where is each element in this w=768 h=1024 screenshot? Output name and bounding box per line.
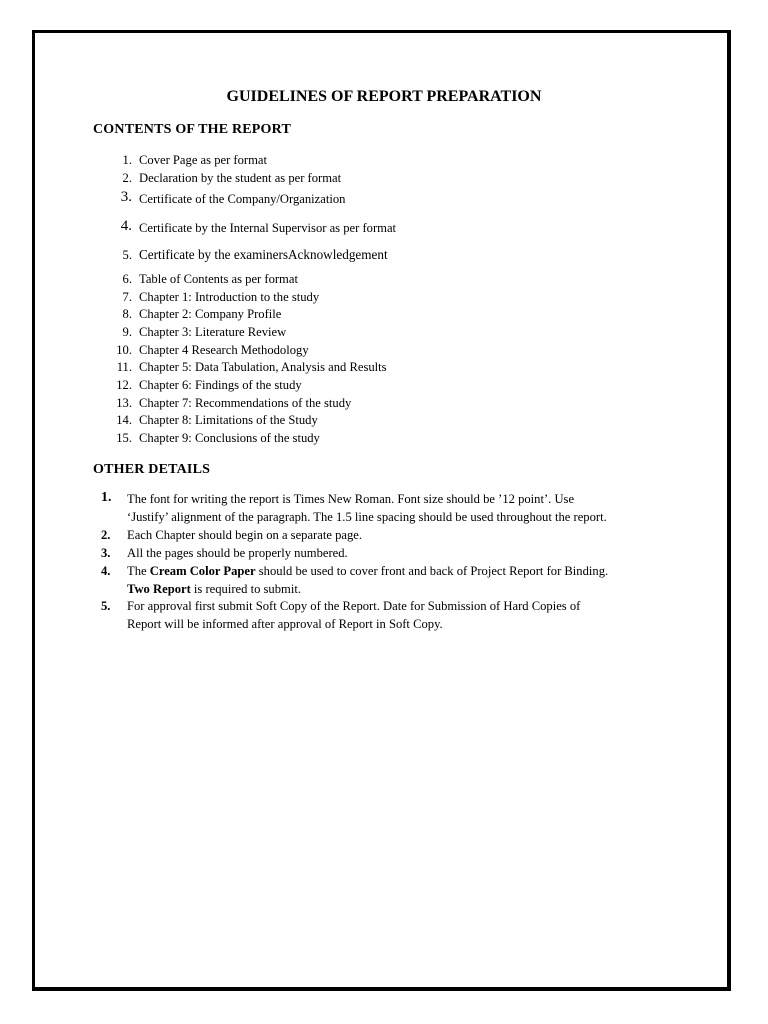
contents-item-number: 8. xyxy=(122,307,132,321)
detail-line xyxy=(127,510,607,525)
contents-item-text: Certificate of the Company/Organization xyxy=(139,192,346,206)
document-title: GUIDELINES OF REPORT PREPARATION xyxy=(226,88,542,105)
contents-item-text: Chapter 8: Limitations of the Study xyxy=(139,413,318,427)
contents-item-text: Chapter 5: Data Tabulation, Analysis and Results xyxy=(139,360,387,374)
contents-item-number: 3. xyxy=(120,189,132,205)
detail-line xyxy=(127,546,348,561)
contents-item-text: Cover Page as per format xyxy=(139,153,267,167)
contents-item-number: 6. xyxy=(122,272,132,286)
detail-line xyxy=(127,564,608,579)
detail-number: 1. xyxy=(101,490,112,505)
contents-item-number: 15. xyxy=(116,431,132,445)
contents-item-number: 4. xyxy=(120,218,132,234)
detail-text: The font for writing the report is Times New Roman. Font size should be ’12 point’. Use xyxy=(127,492,575,506)
contents-item-text: Chapter 2: Company Profile xyxy=(139,307,282,321)
contents-heading: CONTENTS OF THE REPORT xyxy=(93,122,292,137)
detail-text: should be used to cover front and back of Project Report for Binding. xyxy=(255,564,609,578)
contents-item-text: Declaration by the student as per format xyxy=(139,171,342,185)
detail-text: is required to submit. xyxy=(190,581,301,596)
contents-item-text: Chapter 7: Recommendations of the study xyxy=(139,396,352,410)
detail-text: All the pages should be properly numbered. xyxy=(127,546,348,560)
contents-item-number: 2. xyxy=(122,171,132,185)
contents-item-text: Certificate by the Internal Supervisor as per format xyxy=(139,221,397,235)
detail-text: For approval first submit Soft Copy of the Report. Date for Submission of Hard Copies of xyxy=(127,599,581,613)
contents-item-text: Chapter 9: Conclusions of the study xyxy=(139,431,320,445)
contents-item-number: 1. xyxy=(122,153,132,167)
contents-item-number: 9. xyxy=(122,325,132,339)
other-details-heading: OTHER DETAILS xyxy=(93,462,211,477)
detail-line xyxy=(127,582,301,597)
contents-item-text: Chapter 3: Literature Review xyxy=(139,325,287,339)
contents-item-text: Certificate by the examinersAcknowledgement xyxy=(139,247,388,262)
detail-text: Report will be informed after approval of Report in Soft Copy. xyxy=(127,616,443,631)
contents-item-number: 11. xyxy=(116,360,132,374)
contents-item-number: 5. xyxy=(122,248,132,262)
contents-item-number: 12. xyxy=(116,378,132,392)
detail-line xyxy=(127,528,362,543)
contents-item-text: Chapter 1: Introduction to the study xyxy=(139,290,320,304)
detail-line xyxy=(127,617,443,632)
contents-item-text: Table of Contents as per format xyxy=(139,272,298,286)
detail-line xyxy=(127,599,580,614)
contents-item-number: 13. xyxy=(116,396,132,410)
detail-emphasis: Cream Color Paper xyxy=(149,564,256,578)
contents-item-number: 10. xyxy=(116,343,132,357)
detail-number: 5. xyxy=(101,599,111,613)
detail-text: ‘Justify’ alignment of the paragraph. The 1.5 line spacing should be used throughout the report. xyxy=(127,509,607,524)
detail-number: 4. xyxy=(101,564,111,578)
detail-line xyxy=(127,492,574,507)
contents-item-text: Chapter 4 Research Methodology xyxy=(139,343,309,357)
contents-item-number: 7. xyxy=(122,290,132,304)
contents-item-number: 14. xyxy=(116,413,132,427)
detail-number: 2. xyxy=(101,528,111,542)
detail-text: The xyxy=(127,564,150,578)
contents-item-text: Chapter 6: Findings of the study xyxy=(139,378,302,392)
detail-emphasis: Two Report xyxy=(127,581,191,596)
detail-text: Each Chapter should begin on a separate page. xyxy=(127,528,362,542)
detail-number: 3. xyxy=(101,546,111,560)
